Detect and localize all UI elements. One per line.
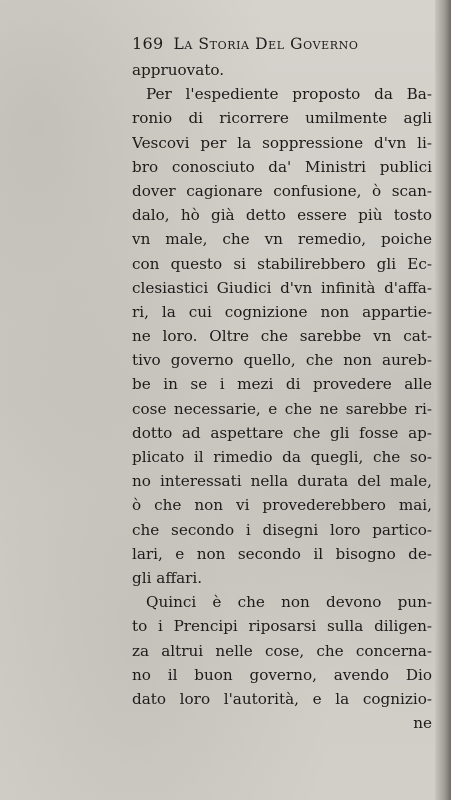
body-text: [132, 58, 432, 735]
text-line: Quinci è che non devono pun-: [146, 593, 432, 612]
text-line: cose necessarie, e che ne sarebbe ri-: [132, 399, 432, 418]
text-line: ronio di ricorrere umilmente agli: [132, 109, 432, 128]
text-line: ri, la cui cognizione non appartie-: [132, 302, 432, 321]
text-line: dover cagionare confusione, ò scan-: [132, 181, 432, 200]
text-line: clesiastici Giudici d'vn infinità d'affa-: [132, 278, 432, 297]
text-line: ne loro. Oltre che sarebbe vn cat-: [132, 327, 432, 346]
text-line: to i Prencipi riposarsi sulla diligen-: [132, 617, 432, 636]
text-line: Per l'espediente proposto da Ba-: [146, 85, 432, 104]
text-line: che secondo i disegni loro partico-: [132, 520, 432, 539]
text-line: ò che non vi provederebbero mai,: [132, 496, 432, 515]
text-line: appruovato.: [132, 61, 225, 79]
page-header: [132, 34, 432, 58]
text-line: bro conosciuto da' Ministri publici: [132, 157, 432, 176]
text-line: no interessati nella durata del male,: [132, 472, 432, 491]
text-line: be in se i mezi di provedere alle: [132, 375, 432, 394]
text-line: no il buon governo, avendo Dio: [132, 665, 432, 684]
running-title: La Storia Del Governo: [173, 35, 359, 53]
page-gutter-shadow: [435, 0, 451, 800]
text-line: Vescovi per la soppressione d'vn li-: [132, 133, 432, 152]
text-line: za altrui nelle cose, che concerna-: [132, 641, 432, 660]
text-line: gli affari.: [132, 568, 203, 587]
text-line: vn male, che vn remedio, poiche: [132, 230, 432, 249]
page-number: 169: [132, 34, 164, 53]
page-text-block: [132, 34, 432, 735]
text-line: dato loro l'autorità, e la cognizio-: [132, 689, 432, 708]
text-line: dalo, hò già detto essere più tosto: [132, 206, 432, 225]
text-line: dotto ad aspettare che gli fosse ap-: [132, 423, 432, 442]
text-line: ne: [413, 714, 432, 733]
text-line: lari, e non secondo il bisogno de-: [132, 544, 432, 563]
text-line: tivo governo quello, che non aureb-: [132, 351, 432, 370]
text-line: plicato il rimedio da quegli, che so-: [132, 448, 432, 466]
text-line: con questo si stabilirebbero gli Ec-: [132, 254, 432, 273]
